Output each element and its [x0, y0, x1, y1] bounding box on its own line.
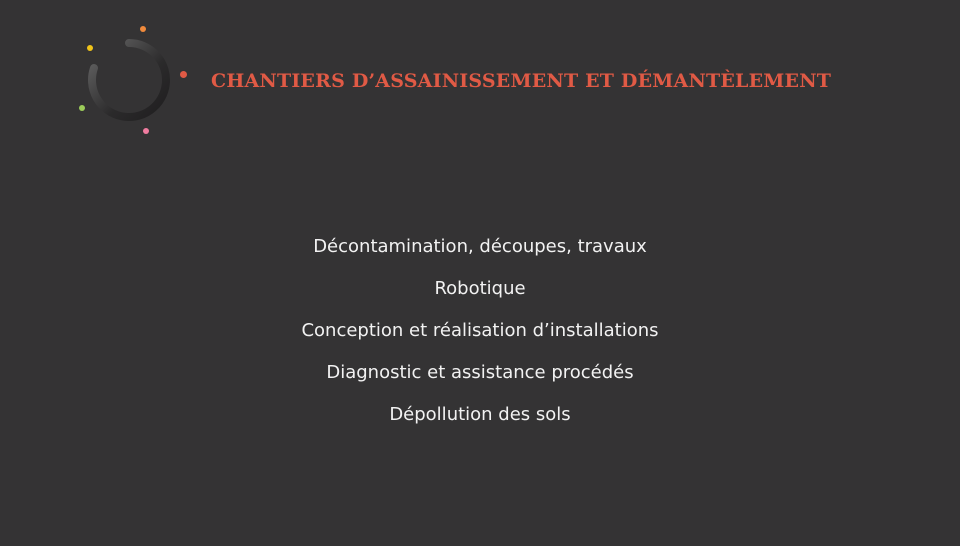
- list-item: Robotique: [434, 278, 526, 299]
- title-bullet: [180, 71, 187, 78]
- item-list: [0, 226, 960, 436]
- list-item: Diagnostic et assistance procédés: [326, 362, 634, 383]
- list-item: Dépollution des sols: [389, 404, 571, 425]
- list-item: Décontamination, découpes, travaux: [313, 236, 647, 257]
- circle-arc-logo-icon: [72, 20, 182, 140]
- slide-title: CHANTIERS D’ASSAINISSEMENT ET DÉMANTÈLEMENT: [211, 70, 832, 92]
- list-item: Conception et réalisation d’installations: [301, 320, 659, 341]
